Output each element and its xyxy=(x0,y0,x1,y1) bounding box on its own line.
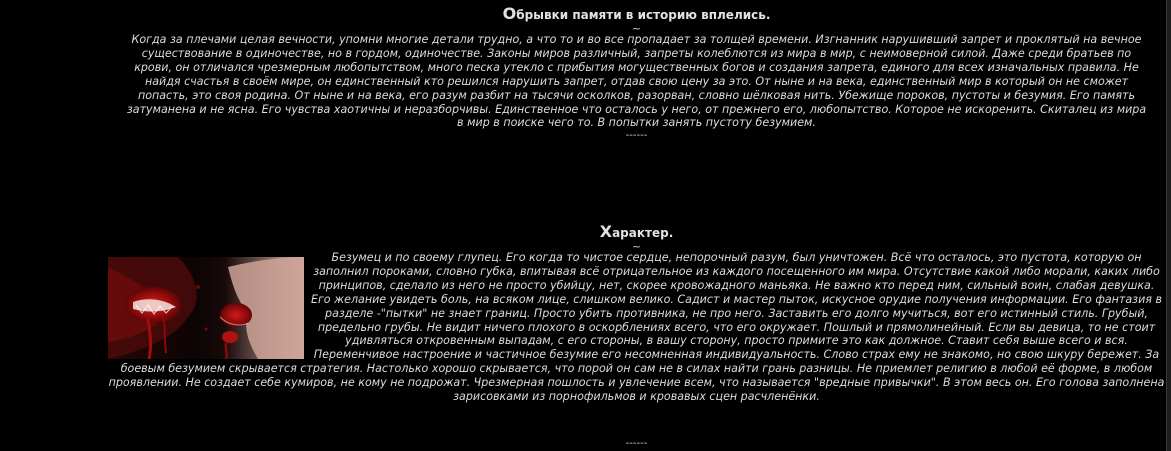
title-initial: Х xyxy=(599,222,613,241)
page-right-edge xyxy=(1166,0,1171,451)
title-rest: брывки памяти в историю вплелись. xyxy=(516,8,771,22)
section-character xyxy=(108,222,1165,404)
section-divider: ------ xyxy=(625,130,648,142)
memory-text: Когда за плечами целая вечности, упомни многие детали трудно, а что то и во все пропадает за толщей времени. Изгнанник нарушивший запрет и проклятый на вечное существование в одиночестве, но в гордом, одиночестве. Законы миров различный, запреты колеблются из мира в мир, с неимоверной силой. Даже среди братьев по крови, он отличался чрезмерным любопытством, много песка утекло с прибытия могущественных богов и создания запрета, единого для всех изначальных правила. Не найдя счастья в своём мире, он единственный кто решился нарушить запрет, отдав свою цену за это. От ныне и на века, единственный мир в который он не сможет попасть, это своя родина. От ныне и на века, его разум разбит на тысячи осколков, разорван, словно шёлковая нить. Убежище пороков, пустоты и безумия. Его память затуманена и не ясна. Его чувства хаотичны и неразборчивы. Единственное что осталось у него, от прежнего его, любопытство. Которое не искоренить. Скиталец из мира в мир в поиске чего то. В попытки занять пустоту безумием. xyxy=(126,33,1147,130)
title-tilde: ~ xyxy=(631,240,642,253)
bloody-mouths-image xyxy=(108,257,304,359)
section-memory xyxy=(108,4,1165,142)
character-text: Безумец и по своему глупец. Его когда то чистое сердце, непорочный разум, был уничтожен. Всё что осталось, это пустота, которую он заполнил пороками, словно губка, впитывая всё отрицательное из каждого посещенного им мира. Отсутствие какой либо морали, каких либо принципов, сделало из него не просто убийцу, нет, скорее кровожадного маньяка. Не важно кто перед ним, сильный воин, слабая девушка. Его желание увидеть боль, на всяком лице, слишком велико. Садист и мастер пыток, искусное орудие получения информации. Его фантазия в разделе -"пытки" не знает границ. Просто убить противника, не про него. Заставить его долго мучиться, вот его истинный стиль. Грубый, предельно грубы. Не видит ничего плохого в оскорблениях всего, что его окружает. Пошлый и прямолинейный. Если вы девица, то не стоит удивляться откровенным выпадам, с его стороны, в вашу сторону, просто примите это как должное. Ставит себя выше всего и вся. Переменчивое настроение и частичное безумие его несомненная индивидуальность. Слово страх ему не знакомо, но свою шкуру бережет. За боевым безумием скрывается стратегия. Настолько хорошо скрывается, что порой он сам не в силах найти грань разницы. Не приемлет религию в любой её форме, в любом проявлении. Не создает себе кумиров, не кому не подрожат. Чрезмерная пошлость и увлечение всем, что называется "вредные привычки". В этом весь он. Его голова заполнена зарисовками из порнофильмов и кровавых сцен расчленёнки. xyxy=(108,251,1165,404)
title-tilde: ~ xyxy=(631,22,642,35)
title-rest: арактер. xyxy=(612,226,674,240)
title-initial: О xyxy=(502,4,517,23)
section-divider-bottom: ------ xyxy=(625,438,648,449)
